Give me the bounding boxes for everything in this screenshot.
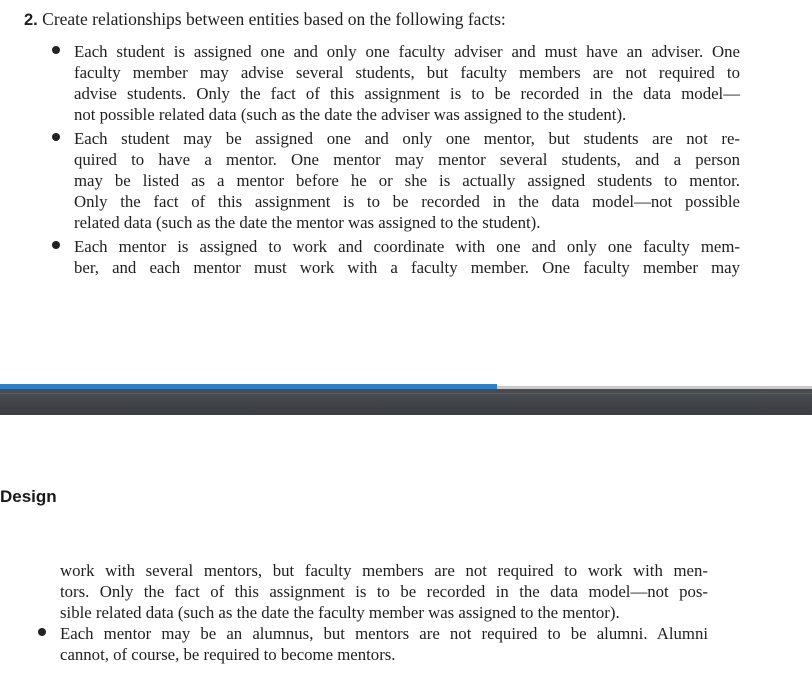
viewer-toolbar[interactable] [0,389,812,415]
list-item [60,623,708,665]
page-continuation [60,560,708,665]
question-number: 2. [24,11,38,29]
text-line: Each student may be assigned one and only one mentor, but students are not re- [74,129,740,148]
question-heading [24,8,506,31]
text-line: sible related data (such as the date the faculty member was assigned to the mentor). [60,603,620,622]
text-line: cannot, of course, be required to become mentors. [60,645,396,664]
text-line: ber, and each mentor must work with a faculty member. One faculty member may [74,258,740,277]
fact-list [74,41,740,281]
text-line: Each mentor is assigned to work and coordinate with one and only one faculty mem- [74,237,740,256]
toolbar-highlight [0,393,812,394]
text-line: Each mentor may be an alumnus, but mentors are not required to be alumni. Alumni [60,624,708,643]
section-title: Design [0,487,57,506]
list-item [74,128,740,233]
text-line: Only the fact of this assignment is to be recorded in the data model—not possible [74,192,740,211]
bullet-icon [52,133,60,141]
text-line: work with several mentors, but faculty members are not required to work with men- [60,561,708,580]
bullet-icon [38,628,46,636]
text-line: not possible related data (such as the date the adviser was assigned to the student). [74,105,627,124]
bullet-icon [52,241,60,249]
list-item [74,41,740,125]
text-line: quired to have a mentor. One mentor may mentor several students, and a person [74,150,740,169]
text-line: tors. Only the fact of this assignment is to be recorded in the data model—not pos- [60,582,708,601]
text-line: related data (such as the date the mentor was assigned to the student). [74,213,541,232]
list-item [74,236,740,278]
bullet-icon [52,46,60,54]
text-line: advise students. Only the fact of this assignment is to be recorded in the data model— [74,84,740,103]
text-line: faculty member may advise several students, but faculty members are not required to [74,63,740,82]
text-line: may be listed as a mentor before he or she is actually assigned students to mentor. [74,171,740,190]
question-text: Create relationships between entities based on the following facts: [42,9,506,29]
text-line: Each student is assigned one and only one faculty adviser and must have an adviser. One [74,42,740,61]
